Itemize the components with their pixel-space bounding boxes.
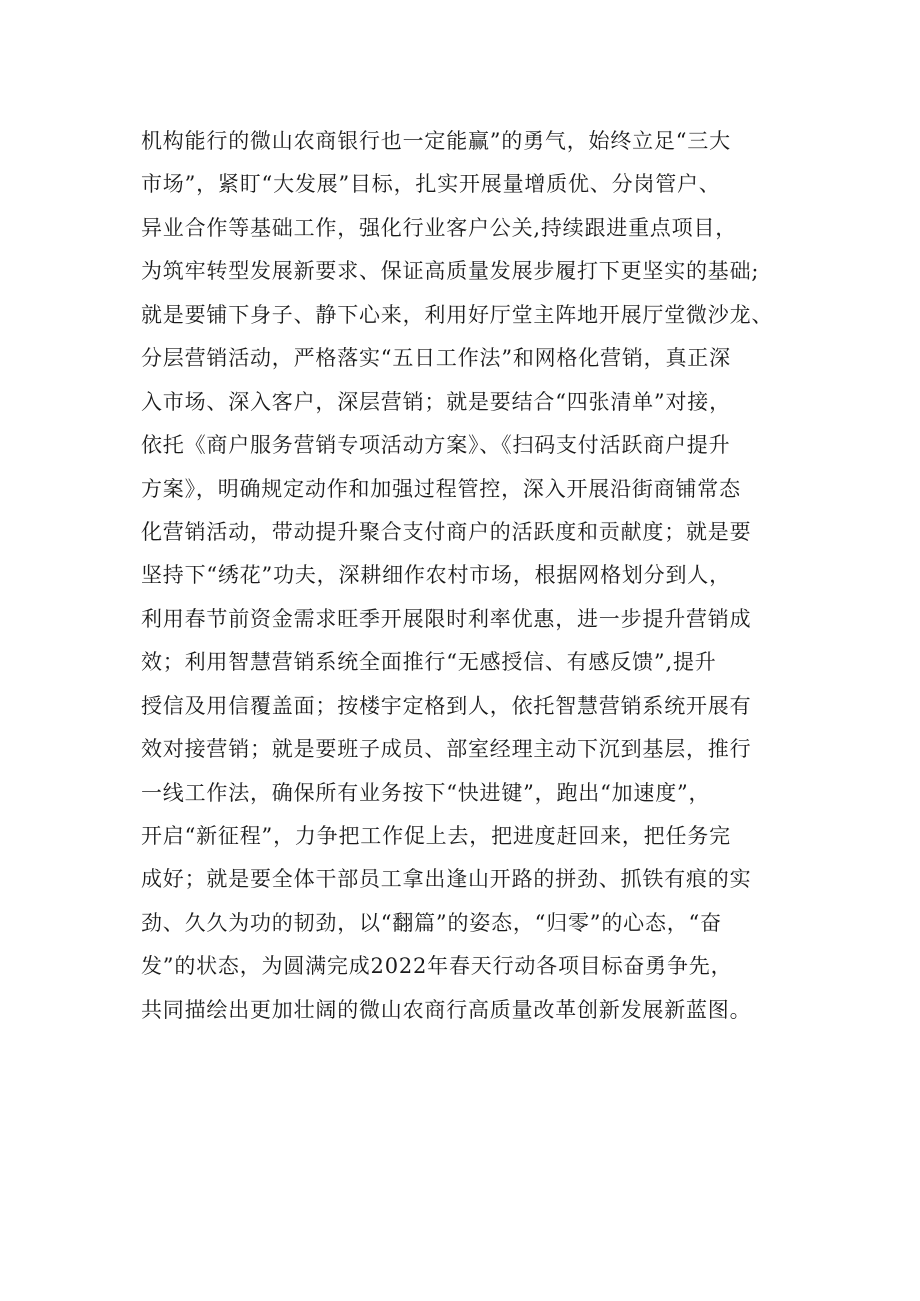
- text-line: 利用春节前资金需求旺季开展限时利率优惠，进一步提升营销成: [141, 606, 752, 631]
- text-line: 发”的状态，为圆满完成2022年春天行动各项目标奋勇争先，: [141, 954, 733, 979]
- text-line: 开启“新征程”，力争把工作促上去，把进度赶回来，把任务完: [141, 824, 731, 848]
- text-line: 成好；就是要全体干部员工拿出逢山开路的拼劲、抓铁有痕的实: [141, 867, 752, 892]
- text-line: 共同描绘出更加壮阔的微山农商行高质量改革创新发展新蓝图。: [141, 997, 752, 1022]
- text-line: 效对接营销；就是要班子成员、部室经理主动下沉到基层，推行: [141, 737, 752, 762]
- text-line: 一线工作法，确保所有业务按下“快进键”，跑出“加速度”，: [141, 780, 711, 805]
- text-line: 分层营销活动，严格落实“五日工作法”和网格化营销，真正深: [141, 346, 731, 371]
- text-line: 授信及用信覆盖面；按楼宇定格到人，依托智慧营销系统开展有: [141, 693, 752, 718]
- body-paragraph: [141, 120, 821, 1032]
- text-line: 入市场、深入客户，深层营销；就是要结合“四张清单”对接，: [141, 389, 731, 414]
- text-line: 市场”，紧盯“大发展”目标，扎实开展量增质优、分岗管户、: [141, 172, 721, 197]
- text-line: 依托《商户服务营销专项活动方案》、《扫码支付活跃商户提升: [141, 433, 731, 458]
- text-line: 化营销活动，带动提升聚合支付商户的活跃度和贡献度；就是要: [141, 519, 752, 544]
- text-line: 效；利用智慧营销系统全面推行“无感授信、有感反馈”,提升: [141, 650, 717, 675]
- text-line: 坚持下“绣花”功夫，深耕细作农村市场，根据网格划分到人，: [141, 563, 731, 588]
- text-line: 劲、久久为功的韧劲，以“翻篇”的姿态，“归零”的心态，“奋: [141, 910, 722, 935]
- text-line: 异业合作等基础工作，强化行业客户公关,持续跟进重点项目，: [141, 215, 738, 240]
- text-line: 机构能行的微山农商银行也一定能赢”的勇气，始终立足“三大: [141, 129, 731, 153]
- text-line: 就是要铺下身子、静下心来，利用好厅堂主阵地开展厅堂微沙龙、: [141, 302, 774, 327]
- text-line: 方案》，明确规定动作和加强过程管控，深入开展沿街商铺常态: [141, 476, 741, 501]
- text-line: 为筑牢转型发展新要求、保证高质量发展步履打下更坚实的基础;: [141, 259, 760, 284]
